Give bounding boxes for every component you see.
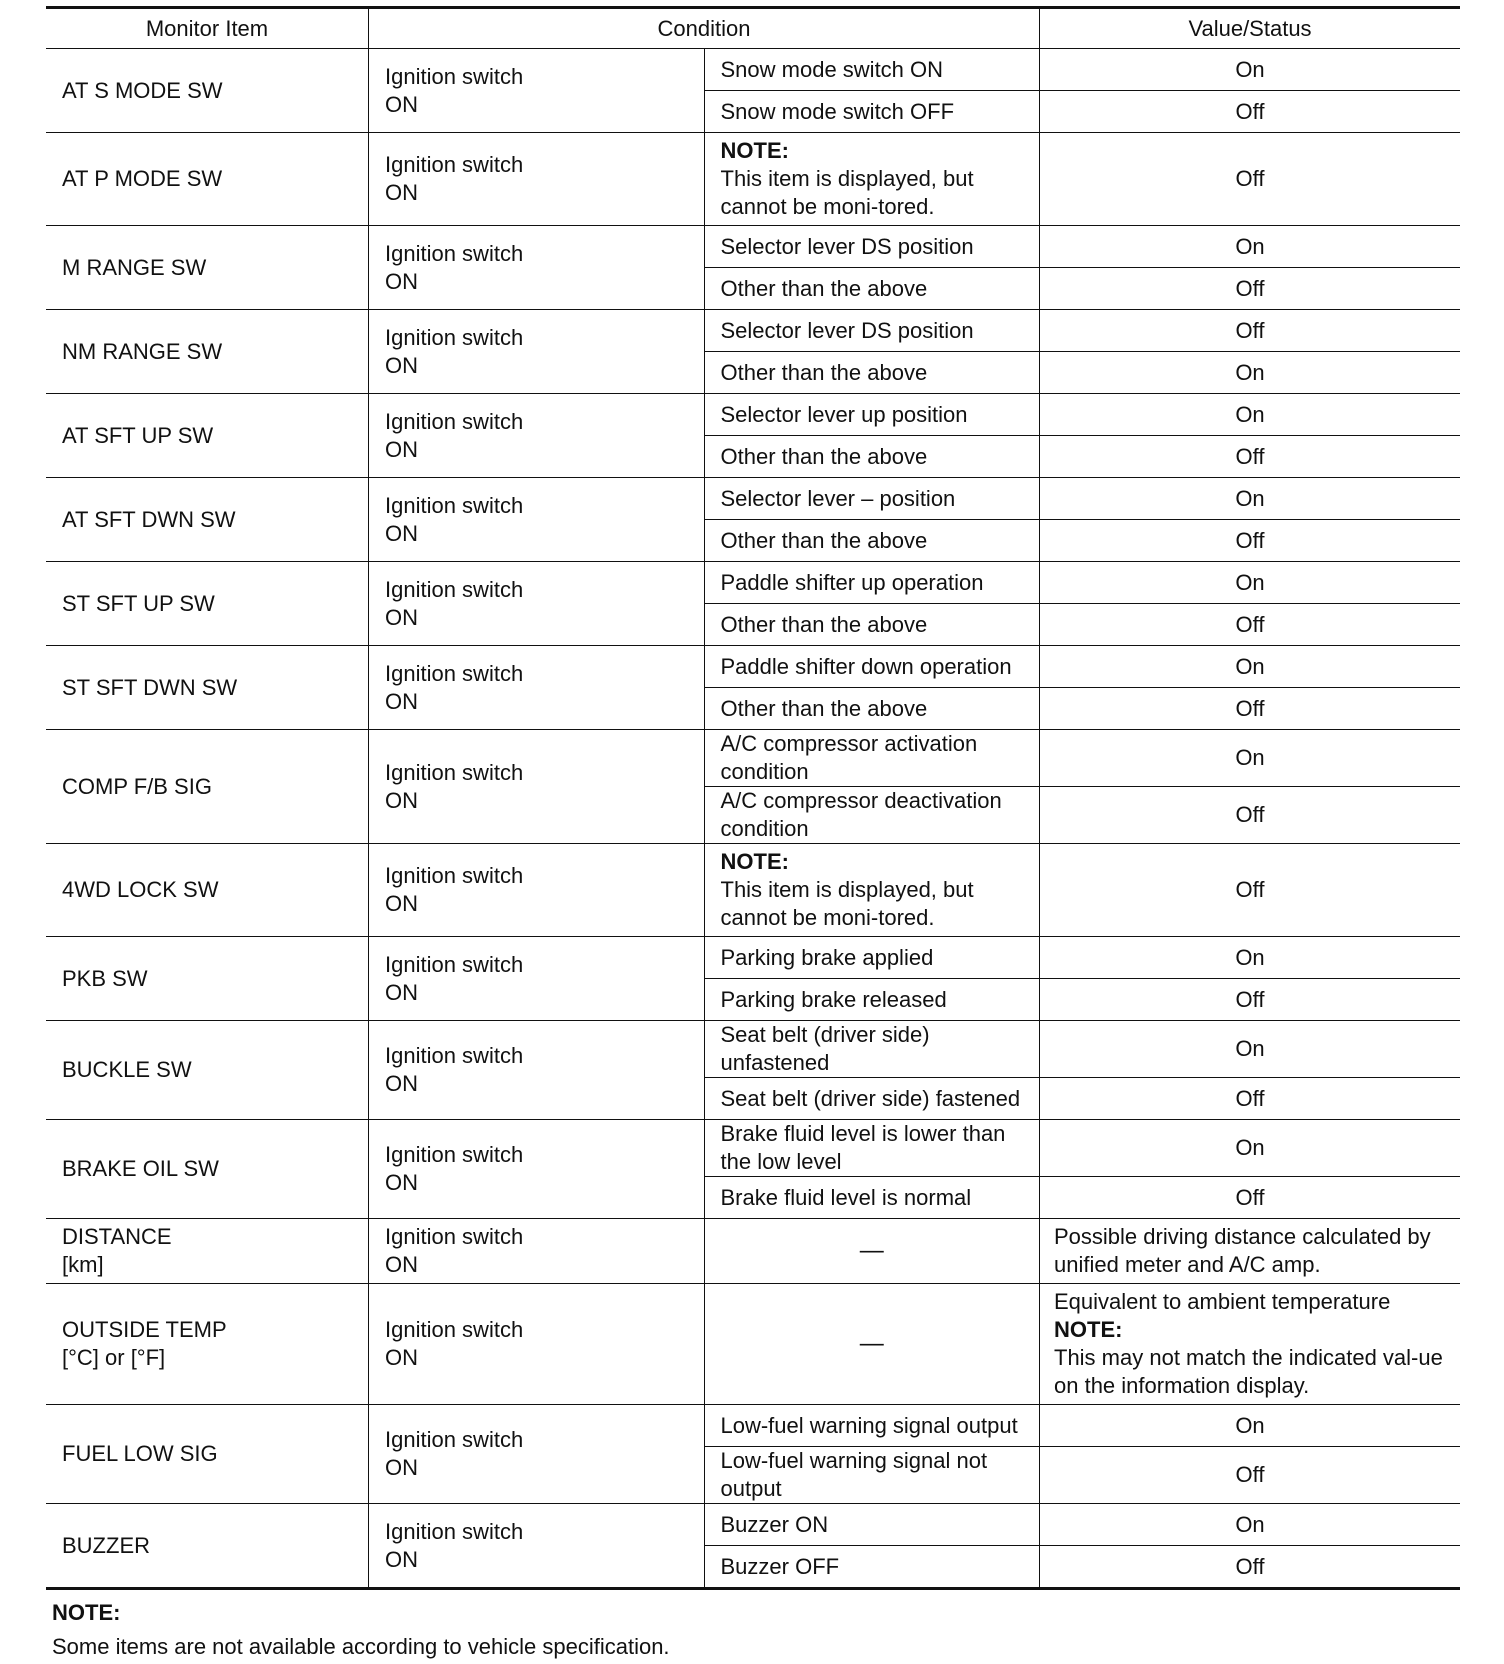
condition-text: Paddle shifter down operation [720,653,1012,679]
value-cell [1040,1021,1461,1078]
ignition-text: Ignition switch [385,63,524,89]
value-cell [1040,646,1461,688]
condition-cell [704,91,1040,133]
ignition-condition-cell [369,844,705,937]
table-row [46,1219,1460,1284]
condition-note-cell [704,844,1040,937]
condition-cell [704,436,1040,478]
condition-text: Parking brake released [720,986,947,1012]
monitor-item-cell [46,394,369,478]
value-cell [1040,226,1461,268]
monitor-item-table [46,6,1460,1590]
ignition-text: ON [385,520,418,546]
condition-cell [704,268,1040,310]
table-row [46,730,1460,787]
condition-text: Buzzer ON [720,1511,829,1537]
monitor-item-name: PKB SW [62,965,148,991]
value-cell [1040,91,1461,133]
condition-text: Paddle shifter up operation [720,569,984,595]
note-label: NOTE: [720,849,789,874]
value-description: Possible driving distance calculated by unified meter and A/C amp. [1054,1224,1431,1277]
ignition-condition-cell [369,1284,705,1405]
header-condition: Condition [369,8,1040,49]
value-cell [1040,787,1461,844]
value-cell [1040,688,1461,730]
monitor-item-cell [46,562,369,646]
dash-text: — [859,1237,884,1264]
condition-text: Other than the above [720,611,928,637]
monitor-item-name: [°C] or [°F] [62,1345,166,1370]
ignition-condition-cell [369,1021,705,1120]
condition-cell [704,310,1040,352]
monitor-item-cell [46,1021,369,1120]
value-text: On [1235,1036,1265,1061]
monitor-item-cell [46,1120,369,1219]
ignition-text: Ignition switch [385,240,524,266]
ignition-condition-cell [369,310,705,394]
monitor-item-cell [46,310,369,394]
monitor-item-name: AT P MODE SW [62,166,223,191]
table-row [46,49,1460,91]
condition-text: A/C compressor activation condition [720,731,978,784]
condition-cell [704,688,1040,730]
table-row [46,1120,1460,1177]
condition-text: A/C compressor deactivation condition [720,788,1002,841]
value-cell [1040,352,1461,394]
ignition-text: ON [385,787,418,813]
condition-text: Parking brake applied [720,944,934,970]
monitor-item-name: ST SFT DWN SW [62,674,238,700]
ignition-text: ON [385,1455,418,1480]
ignition-condition-cell [369,1120,705,1219]
monitor-item-cell [46,478,369,562]
monitor-item-name: [km] [62,1252,104,1277]
monitor-item-cell [46,730,369,844]
ignition-text: ON [385,1071,418,1096]
value-description-cell [1040,1284,1461,1405]
value-text: On [1235,1135,1265,1160]
value-text: On [1235,653,1265,679]
condition-text: Other than the above [720,275,928,301]
value-text: On [1235,485,1265,511]
value-text: Off [1235,1553,1265,1579]
condition-cell [704,1021,1040,1078]
condition-text: Other than the above [720,527,928,553]
ignition-condition-cell [369,937,705,1021]
footer-note-text: Some items are not available according to vehicle specification. [52,1634,670,1659]
monitor-item-name: BUZZER [62,1532,150,1558]
monitor-item-name: ST SFT UP SW [62,590,215,616]
value-text: Off [1235,443,1265,469]
ignition-text: Ignition switch [385,152,524,177]
value-text: Off [1235,166,1265,191]
value-text: On [1235,569,1265,595]
value-cell [1040,394,1461,436]
footer-note-label: NOTE: [52,1600,121,1625]
value-description-cell [1040,1219,1461,1284]
value-cell [1040,133,1461,226]
ignition-text: Ignition switch [385,1317,524,1342]
monitor-item-name: AT S MODE SW [62,77,223,103]
ignition-text: ON [385,688,418,714]
value-cell [1040,49,1461,91]
condition-cell [704,646,1040,688]
ignition-text: ON [385,1170,418,1195]
table-row [46,310,1460,352]
ignition-text: ON [385,1252,418,1277]
value-text: Off [1235,527,1265,553]
header-monitor-item: Monitor Item [46,8,369,49]
condition-cell [704,1546,1040,1589]
value-text: Off [1235,695,1265,721]
monitor-item-name: AT SFT DWN SW [62,506,236,532]
monitor-item-cell [46,646,369,730]
value-text: On [1235,359,1265,385]
condition-cell [704,520,1040,562]
condition-cell [704,49,1040,91]
value-cell [1040,730,1461,787]
condition-text: Selector lever DS position [720,317,974,343]
condition-cell [704,1447,1040,1504]
condition-text: Selector lever up position [720,401,968,427]
ignition-text: Ignition switch [385,1142,524,1167]
header-value-status: Value/Status [1040,8,1461,49]
monitor-item-name: NM RANGE SW [62,338,223,364]
monitor-table-page [46,6,1460,1664]
monitor-item-name: AT SFT UP SW [62,422,214,448]
condition-cell [704,226,1040,268]
monitor-item-name: COMP F/B SIG [62,773,212,799]
ignition-text: Ignition switch [385,1427,524,1452]
condition-cell [704,787,1040,844]
ignition-text: ON [385,268,418,294]
value-text: Off [1235,1462,1265,1487]
condition-text: Other than the above [720,443,928,469]
ignition-condition-cell [369,1405,705,1504]
value-cell [1040,937,1461,979]
value-cell [1040,436,1461,478]
monitor-item-cell [46,1504,369,1589]
ignition-text: Ignition switch [385,576,524,602]
monitor-item-cell [46,937,369,1021]
ignition-text: Ignition switch [385,324,524,350]
ignition-text: ON [385,1345,418,1370]
ignition-text: ON [385,352,418,378]
condition-dash-cell [704,1219,1040,1284]
value-text: On [1235,745,1265,770]
ignition-text: ON [385,436,418,462]
condition-cell [704,394,1040,436]
condition-text: Brake fluid level is lower than the low level [720,1121,1006,1174]
value-text: On [1235,1412,1265,1438]
monitor-item-name: BUCKLE SW [62,1057,192,1082]
condition-text: Other than the above [720,359,928,385]
condition-cell [704,1504,1040,1546]
ignition-text: Ignition switch [385,951,524,977]
ignition-condition-cell [369,1504,705,1589]
value-text: Off [1235,802,1265,827]
ignition-text: Ignition switch [385,492,524,518]
dash-text: — [859,1330,884,1357]
value-description: Equivalent to ambient temperature [1054,1289,1391,1314]
condition-cell [704,1177,1040,1219]
ignition-text: ON [385,1546,418,1572]
condition-cell [704,730,1040,787]
value-text: On [1235,944,1265,970]
ignition-text: Ignition switch [385,1043,524,1068]
condition-cell [704,352,1040,394]
value-text: Off [1235,611,1265,637]
value-text: On [1235,1511,1265,1537]
condition-text: Snow mode switch OFF [720,98,955,124]
note-text: This item is displayed, but cannot be moni-tored. [720,166,974,219]
condition-cell [704,1405,1040,1447]
value-cell [1040,1120,1461,1177]
monitor-item-name: BRAKE OIL SW [62,1156,219,1181]
value-text: Off [1235,317,1265,343]
condition-text: Buzzer OFF [720,1553,840,1579]
condition-cell [704,1078,1040,1120]
ignition-condition-cell [369,1219,705,1284]
ignition-condition-cell [369,478,705,562]
condition-dash-cell [704,1284,1040,1405]
table-row [46,937,1460,979]
table-row [46,226,1460,268]
condition-text: Other than the above [720,695,928,721]
table-row [46,1284,1460,1405]
ignition-condition-cell [369,730,705,844]
condition-text: Seat belt (driver side) fastened [720,1085,1021,1111]
table-row [46,133,1460,226]
value-text: Off [1235,98,1265,124]
value-text: On [1235,401,1265,427]
ignition-text: ON [385,91,418,117]
condition-text: Selector lever – position [720,485,956,511]
condition-cell [704,478,1040,520]
value-cell [1040,1078,1461,1120]
table-row [46,562,1460,604]
note-label: NOTE: [1054,1317,1123,1342]
table-row [46,1405,1460,1447]
condition-cell [704,1120,1040,1177]
value-cell [1040,310,1461,352]
monitor-item-cell [46,1219,369,1284]
condition-text: Brake fluid level is normal [720,1184,972,1210]
ignition-condition-cell [369,49,705,133]
condition-text: Low-fuel warning signal not output [720,1448,988,1501]
condition-cell [704,937,1040,979]
value-cell [1040,562,1461,604]
table-row [46,646,1460,688]
ignition-text: Ignition switch [385,759,524,785]
ignition-text: Ignition switch [385,863,524,888]
value-text: Off [1235,986,1265,1012]
ignition-condition-cell [369,562,705,646]
condition-cell [704,979,1040,1021]
value-text: Off [1235,1184,1265,1210]
table-body [46,49,1460,1589]
value-text: Off [1235,275,1265,301]
value-text: On [1235,56,1265,82]
condition-cell [704,604,1040,646]
ignition-condition-cell [369,646,705,730]
value-cell [1040,1546,1461,1589]
monitor-item-cell [46,844,369,937]
monitor-item-cell [46,49,369,133]
monitor-item-name: M RANGE SW [62,254,207,280]
value-cell [1040,844,1461,937]
value-text: On [1235,233,1265,259]
table-row [46,478,1460,520]
table-row [46,844,1460,937]
value-cell [1040,1177,1461,1219]
monitor-item-cell [46,1405,369,1504]
condition-text: Seat belt (driver side) unfastened [720,1022,930,1075]
value-cell [1040,979,1461,1021]
ignition-text: ON [385,891,418,916]
note-text: This item is displayed, but cannot be moni-tored. [720,877,974,930]
condition-cell [704,562,1040,604]
ignition-text: Ignition switch [385,660,524,686]
monitor-item-name: DISTANCE [62,1224,172,1249]
monitor-item-cell [46,1284,369,1405]
ignition-condition-cell [369,133,705,226]
table-header-row [46,8,1460,49]
footer-note [46,1596,1460,1664]
note-label: NOTE: [720,138,789,163]
monitor-item-name: 4WD LOCK SW [62,877,219,902]
ignition-text: ON [385,604,418,630]
value-text: Off [1235,877,1265,902]
condition-text: Selector lever DS position [720,233,974,259]
note-text: This may not match the indicated val-ue on the information display. [1054,1345,1443,1398]
value-cell [1040,478,1461,520]
table-row [46,394,1460,436]
ignition-text: ON [385,180,418,205]
table-row [46,1504,1460,1546]
value-cell [1040,268,1461,310]
monitor-item-cell [46,133,369,226]
value-cell [1040,520,1461,562]
condition-text: Snow mode switch ON [720,56,944,82]
value-cell [1040,1405,1461,1447]
condition-text: Low-fuel warning signal output [720,1412,1018,1438]
monitor-item-name: OUTSIDE TEMP [62,1317,227,1342]
ignition-condition-cell [369,394,705,478]
ignition-text: Ignition switch [385,1518,524,1544]
value-text: Off [1235,1085,1265,1111]
ignition-text: Ignition switch [385,408,524,434]
condition-note-cell [704,133,1040,226]
value-cell [1040,1447,1461,1504]
ignition-condition-cell [369,226,705,310]
monitor-item-cell [46,226,369,310]
monitor-item-name: FUEL LOW SIG [62,1441,218,1466]
table-row [46,1021,1460,1078]
value-cell [1040,604,1461,646]
ignition-text: ON [385,979,418,1005]
value-cell [1040,1504,1461,1546]
ignition-text: Ignition switch [385,1224,524,1249]
